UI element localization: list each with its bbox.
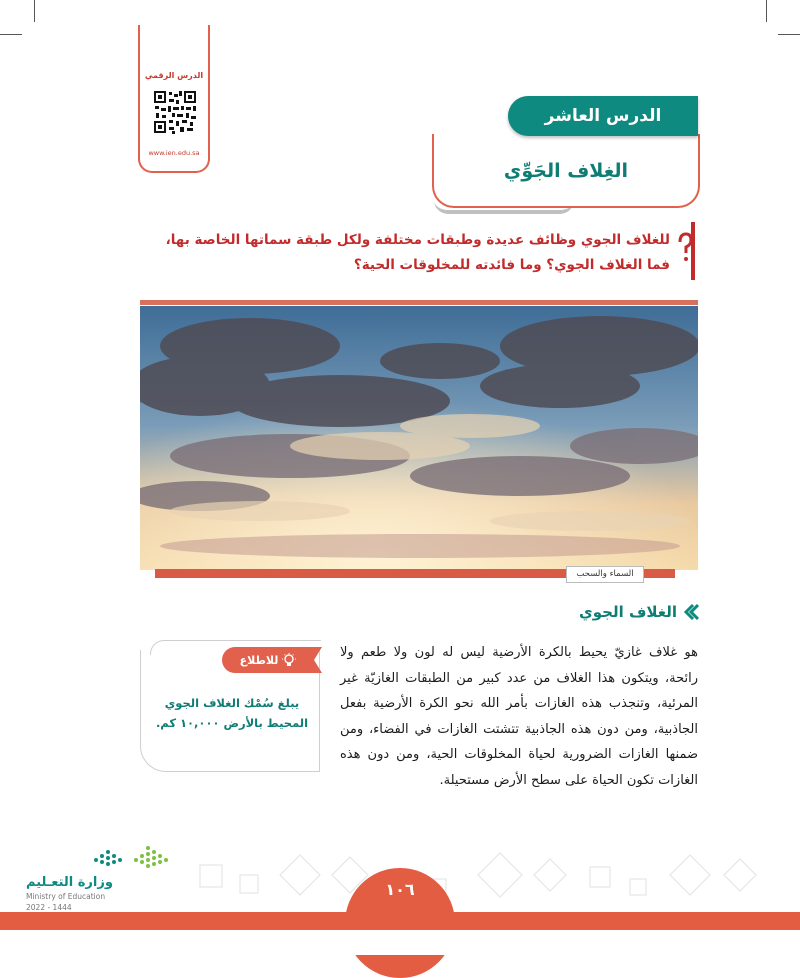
note-tag-notch <box>310 647 322 673</box>
background-pattern <box>180 845 770 905</box>
lightbulb-icon <box>282 653 296 667</box>
lesson-title: الغِلاف الجَوِّي <box>503 160 629 182</box>
footer-bar <box>0 912 800 930</box>
sky-clouds-photo <box>140 306 698 570</box>
page-number: ١٠٦ <box>385 880 415 899</box>
lesson-number-tag: الدرس العاشر <box>508 96 698 136</box>
photo-top-border <box>140 300 698 305</box>
intro-question: للغلاف الجوي وظائف عديدة وطبقات مختلفة ولكل طبقة سماتها الخاصة بها، فما الغلاف الجوي؟ وما فائدته للمخلوقات الحية؟ <box>165 232 670 273</box>
chevron-left-icon <box>681 603 699 621</box>
section-body: هو غلاف غازيّ يحيط بالكرة الأرضية ليس له لون ولا طعم ولا رائحة، ويتكون هذا الغلاف من عدد كبير من الطبقات الغازيّة غير المرئية، وتنجذب هذه الغازات بأمر الله نحو الكرة الأرضية بفعل الجاذبية، ومن دون هذه الجاذبية تتشتت الغازات في الفضاء، ومن ضمنها الغازات الضرورية لحياة المخلوقات الحية، ومن دون هذه الغازات تكون الحياة على سطح الأرض مستحيلة. <box>340 645 698 788</box>
digital-lesson-title: الدرس الرقمي <box>144 71 204 80</box>
footer-margin <box>0 930 800 955</box>
ministry-name: وزارة التعـليم <box>26 875 113 890</box>
crop-mark <box>766 0 767 22</box>
ministry-logo-icon <box>92 842 172 868</box>
crop-mark <box>778 34 800 35</box>
qr-code-icon[interactable] <box>152 89 198 135</box>
note-label: للاطلاع <box>239 653 279 667</box>
section-heading: الغلاف الجوي <box>578 603 677 621</box>
edition-year: 2022 - 1444 <box>26 903 72 912</box>
digital-lesson-url[interactable]: www.ien.edu.sa <box>148 149 200 157</box>
note-label-tag <box>222 647 314 673</box>
question-mark-icon <box>678 222 696 280</box>
photo-caption: السماء والسحب <box>566 566 644 583</box>
crop-mark <box>34 0 35 22</box>
digital-lesson-card[interactable] <box>138 25 210 173</box>
note-text: يبلغ سُمْك الغلاف الجوي المحيط بالأرض ١٠,٠٠٠ كم. <box>155 696 309 730</box>
crop-mark <box>0 34 22 35</box>
ministry-name-en: Ministry of Education <box>26 892 106 901</box>
